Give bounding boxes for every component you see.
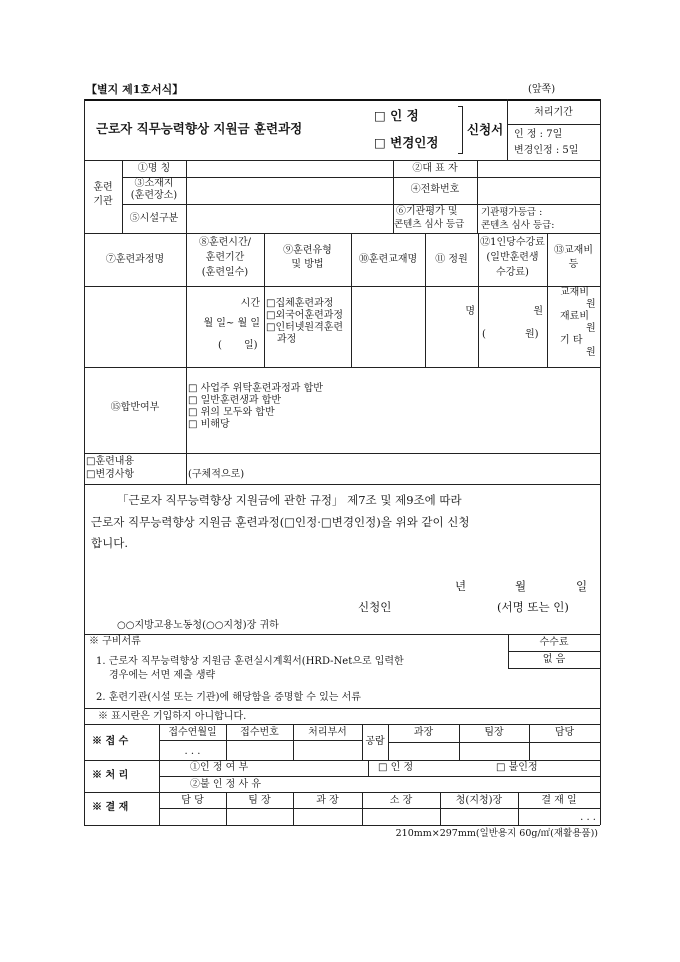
fee-unit[interactable]: 원 — [533, 306, 543, 317]
hours-unit[interactable]: 시간 — [240, 298, 260, 309]
date-day[interactable]: 일 — [576, 579, 588, 593]
change-label-2[interactable]: □변경사항 — [86, 469, 135, 480]
location-label-2: (훈련장소) — [130, 190, 178, 201]
section-chief-label: 과장 — [413, 727, 434, 738]
paper-spec: 210mm×297mm(일반용지 60g/㎡(재활용품)) — [395, 828, 598, 839]
reject-checkbox[interactable]: □ 불인정 — [496, 762, 538, 773]
name-label: ①명 칭 — [137, 163, 171, 174]
days-open: ( — [218, 340, 222, 351]
col-capacity: ⑪ 정원 — [435, 254, 468, 265]
eval-institution-grade[interactable]: 기관평가등급 : — [481, 207, 543, 218]
col-textbook: ⑩훈련교재명 — [358, 254, 418, 265]
document-item-2: 2. 훈련기관(시설 또는 기관)에 해당함을 증명할 수 있는 서류 — [96, 692, 361, 703]
sign-date-label: 결 재 일 — [541, 795, 577, 806]
team-leader-label: 팀장 — [484, 727, 504, 738]
change-label[interactable]: □훈련내용 — [86, 456, 135, 467]
addressee: ○○지방고용노동청(○○지청)장 귀하 — [117, 620, 279, 631]
sign-section-label: 과 장 — [316, 795, 339, 806]
bracket-icon — [458, 106, 463, 154]
signature-field[interactable]: (서명 또는 인) — [497, 600, 569, 614]
material-textbook-unit[interactable]: 원 — [586, 299, 596, 310]
receipt-date-value[interactable]: . . . — [184, 746, 201, 757]
application-label: 신청서 — [467, 122, 504, 137]
days-close[interactable]: 일) — [244, 340, 258, 351]
col-material: ⑬교재비 — [554, 245, 593, 256]
col-fee: ⑫1인당수강료 — [480, 237, 545, 248]
col-hours: ⑧훈련시간/ — [198, 237, 251, 248]
declaration-line-3: 합니다. — [91, 536, 128, 550]
merge-option-all[interactable]: □ 위의 모두와 합반 — [188, 407, 275, 418]
form-title: 근로자 직무능력향상 지원금 훈련과정 — [96, 121, 303, 136]
type-option-group[interactable]: □집체훈련과정 — [266, 298, 334, 309]
option-approval[interactable]: □ 인 정 — [374, 108, 419, 123]
sign-date-value[interactable]: . . . — [580, 812, 596, 823]
representative-label: ②대 표 자 — [412, 163, 458, 174]
receipt-label: ※ 접 수 — [92, 736, 129, 747]
material-textbook-label: 교재비 — [560, 287, 589, 298]
circulation-label: 공람 — [365, 736, 385, 747]
processing-period-label: 처리기간 — [534, 107, 573, 118]
eval-label-2: 콘텐츠 심사 등급 — [394, 219, 465, 230]
material-supplies-unit[interactable]: 원 — [586, 323, 596, 334]
office-notice: ※ 표시란은 기입하지 아니합니다. — [98, 711, 247, 722]
phone-label: ④전화번호 — [410, 184, 460, 195]
option-change-approval[interactable]: □ 변경인정 — [374, 135, 439, 150]
documents-header: ※ 구비서류 — [89, 636, 141, 647]
declaration-line-2: 근로자 직무능력향상 지원금 훈련과정(□인정·□변경인정)을 위와 같이 신청 — [91, 515, 470, 529]
approval-status-label: ①인 정 여 부 — [190, 762, 249, 773]
eval-content-grade[interactable]: 콘텐츠 심사 등급: — [481, 220, 555, 231]
capacity-unit[interactable]: 명 — [465, 306, 475, 317]
change-detail[interactable]: (구체적으로) — [188, 469, 245, 480]
fee-label: 수수료 — [539, 637, 569, 648]
material-supplies-label: 재료비 — [560, 311, 589, 322]
sign-head-label: 청(지청)장 — [455, 795, 503, 806]
applicant-label: 신청인 — [358, 600, 392, 614]
approval-label: ※ 결 재 — [92, 802, 129, 813]
col-type: ⑨훈련유형 — [283, 245, 332, 256]
sign-team-label: 팀 장 — [248, 795, 271, 806]
merge-option-general[interactable]: □ 일반훈련생과 합반 — [188, 395, 282, 406]
declaration-line-1: 「근로자 직무능력향상 지원금에 관한 규정」 제7조 및 제9조에 따라 — [117, 493, 462, 507]
col-course-name: ⑦훈련과정명 — [105, 254, 165, 265]
fee-value: 없 음 — [542, 654, 566, 665]
col-material-2: 등 — [568, 259, 579, 270]
officer-label: 담당 — [554, 727, 575, 738]
facility-label: ⑤시설구분 — [129, 213, 179, 224]
type-option-online-2: 과정 — [277, 334, 297, 345]
document-item-1: 1. 근로자 직무능력향상 지원금 훈련실시계획서(HRD-Net으로 입력한 — [96, 656, 404, 667]
date-year[interactable]: 년 — [455, 579, 467, 593]
material-other-label: 기 타 — [560, 335, 583, 346]
page-side-label: (앞쪽) — [528, 84, 556, 95]
document-item-1b: 경우에는 서면 제출 생략 — [109, 670, 216, 681]
col-hours-3: (훈련일수) — [201, 267, 249, 278]
type-option-online[interactable]: □인터넷원격훈련 — [266, 322, 344, 333]
merge-option-none[interactable]: □ 비해당 — [188, 419, 230, 430]
eval-label: ⑥기관평가 및 — [396, 206, 458, 217]
col-fee-2: (일반훈련생 — [486, 252, 539, 263]
merge-label: ⑮합반여부 — [110, 402, 160, 413]
col-fee-3: 수강료) — [496, 267, 529, 278]
period-value[interactable]: 월 일~ 월 일 — [203, 318, 260, 329]
institution-group-label-2: 기관 — [93, 196, 113, 207]
rejection-reason-label: ②불 인 정 사 유 — [190, 779, 262, 790]
process-label: ※ 처 리 — [92, 770, 129, 781]
col-type-2: 및 방법 — [291, 259, 324, 270]
approve-checkbox[interactable]: □ 인 정 — [378, 762, 414, 773]
institution-group-label: 훈련 — [93, 182, 113, 193]
processing-change-days: 변경인정 : 5일 — [514, 145, 579, 156]
attachment-label: 【별지 제1호서식】 — [86, 83, 184, 96]
processing-approval-days: 인 정 : 7일 — [514, 129, 563, 140]
receipt-number-label: 접수번호 — [240, 727, 279, 738]
receipt-date-label: 접수연월일 — [168, 727, 217, 738]
department-label: 처리부서 — [308, 727, 347, 738]
type-option-foreign[interactable]: □외국어훈련과정 — [266, 310, 344, 321]
sign-director-label: 소 장 — [389, 795, 413, 806]
merge-option-employer[interactable]: □ 사업주 위탁훈련과정과 합반 — [188, 383, 323, 394]
fee-paren-close[interactable]: 원) — [525, 329, 539, 340]
col-hours-2: 훈련기간 — [205, 252, 245, 263]
sign-officer-label: 담 당 — [181, 795, 204, 806]
fee-paren-open: ( — [482, 329, 486, 340]
date-month[interactable]: 월 — [515, 579, 527, 593]
material-other-unit[interactable]: 원 — [586, 347, 596, 358]
location-label: ③소재지 — [134, 178, 174, 189]
